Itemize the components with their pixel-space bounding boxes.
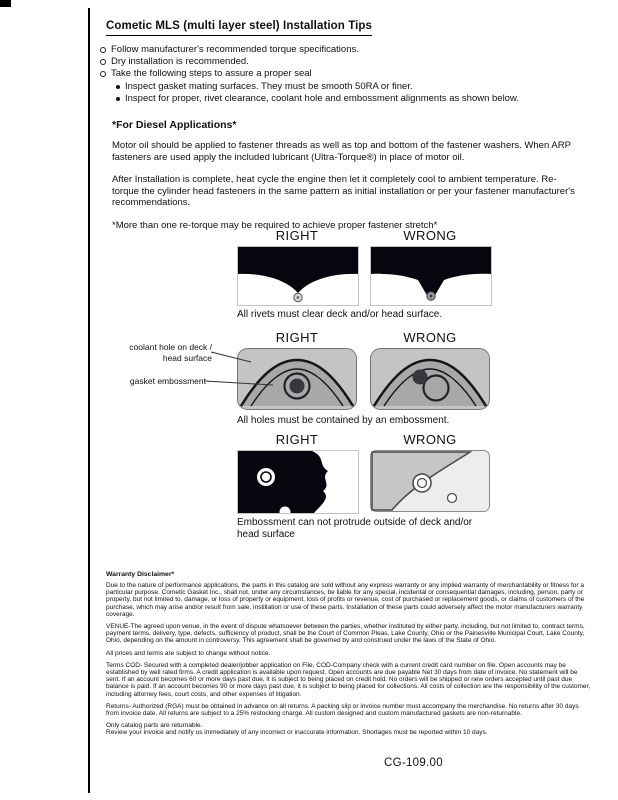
rivet-clearance-wrong-diagram [370,246,492,306]
dot-bullet-icon [116,85,120,89]
column-header-wrong: WRONG [403,330,457,345]
embossment-inside-right-diagram [237,450,359,514]
circle-bullet-icon [100,59,106,65]
warranty-paragraph: Due to the nature of performance applications, the parts in this catalog are sold without any express warranty or any implied warranty of merchantability or fitness for a particular purpose. Cometic Gasket Inc., shall not, under any circumstances, be liable for any special, incidental or consequential damages, including, person, party or property, but not limited to, damage, or loss of property or equipment, loss of profits or revenue, cost of purchased or replacement goods, or claims of customers of the purchase, which may arise and/or result from sale, instillation or use of these parts. Installation of these parts could adversely affect the motor manufacturers warranty coverage. [106,582,585,618]
dot-bullet-icon [116,97,120,101]
intro-section [100,16,600,243]
list-item [116,93,600,105]
warranty-paragraph: Only catalog parts are returnable. [106,722,203,730]
list-item [116,81,600,93]
scan-corner-mark [0,0,11,7]
embossment-protruding-wrong-diagram [370,450,490,512]
page-title: Cometic MLS (multi layer steel) Installation Tips [106,20,372,36]
warranty-paragraph: Returns- Authorized (RGA) must be obtained in advance on all returns. A packing slip or invoice number must accompany the merchandise. No returns after 30 days from invoice date. All returns are subject to a 25% restocking charge. All custom designed and custom manufactured gaskets are non-returnable. [106,702,579,718]
warranty-heading: Warranty Disclaimer* [106,571,175,578]
paragraph: Motor oil should be applied to fastener threads as well as top and bottom of the fastener washers. When ARP fasteners are used apply the included lubricant (Ultra-Torque®) in place of motor oil. [112,140,571,163]
paragraph: After Installation is complete, heat cycle the engine then let it completely cool to ambient temperature. Re-torque the cylinder head fasteners in the same pattern as initial installation or per your fastener manufacturer's recommendations. [112,174,575,209]
label-pointer-lines [203,344,278,392]
column-header-right: RIGHT [275,330,319,345]
diagram-caption: All rivets must clear deck and/or head surface. [237,309,443,320]
warranty-paragraph: VENUE-The agreed upon venue, in the event of dispute whatsoever between the parties, whether instituted by either party, including, but not limited to, contract terms, payment terms, delivery, type, defects, sufficiency of product, shall be the Court of Common Pleas, Lake County, Ohio or the Painesville Municipal Court, Lake County, Ohio, depending on the amount in controversy. This agreement shall be governed by and construed under the laws of the State of Ohio. [106,623,585,645]
column-header-wrong: WRONG [403,432,457,447]
list-item-text: Inspect for proper, rivet clearance, coolant hole and embossment alignments as shown below. [125,92,519,104]
page-number: CG-109.00 [384,757,443,769]
circle-bullet-icon [100,47,106,53]
coolant-hole-label: coolant hole on deck / head surface [129,342,212,363]
warranty-section [106,571,593,737]
column-header-right: RIGHT [275,228,319,243]
hole-embossment-wrong-diagram [370,348,490,410]
list-item [100,44,600,56]
diagram-caption: All holes must be contained by an embossment. [237,415,450,426]
left-margin-rule [88,8,90,793]
diesel-heading: *For Diesel Applications* [112,119,237,132]
retorque-note: *More than one re-torque may be required to achieve proper fastener stretch* [112,219,438,231]
list-item-text: Follow manufacturer's recommended torque specifications. [111,44,359,55]
column-header-right: RIGHT [275,432,319,447]
list-item-text: Dry installation is recommended. [111,56,249,68]
warranty-paragraph: All prices and terms are subject to change without notice. [106,649,271,657]
list-item-text: Take the following steps to assure a proper seal [111,68,312,80]
warranty-paragraph: Review your invoice and notify us immediately of any incorrect or inaccurate information. Shortages must be reported within 10 days. [106,729,488,737]
list-item [100,56,600,68]
column-header-wrong: WRONG [403,228,457,243]
list-item [100,68,600,80]
rivet-clearance-right-diagram [237,246,359,306]
circle-bullet-icon [100,71,106,77]
warranty-paragraph: Terms COD- Secured with a completed dealer/jobber application on File, COD-Company check with a current credit card number on file. Open accounts may be established by well rated firms. A credit application is available upon request. Open accounts are due payable Net 30 days from date of invoice. No statement will be sent. If an account becomes 60 or more days past due, it is subject to being placed on credit hold. No orders will be shipped or new orders accepted until past due balance is paid. If an account becomes 90 or more days past due, it is subject to being placed for collections. All costs of collection are the responsibility of the customer, including attorney fees, court costs, and other expenses of litigation. [106,661,591,698]
diagram-caption: Embossment can not protrude outside of deck and/or head surface [237,517,473,540]
diesel-section [112,119,582,232]
gasket-embossment-label: gasket embossment [129,376,206,386]
list-item-text: Inspect gasket mating surfaces. They must be smooth 50RA or finer. [125,80,413,92]
tips-list [100,44,600,105]
